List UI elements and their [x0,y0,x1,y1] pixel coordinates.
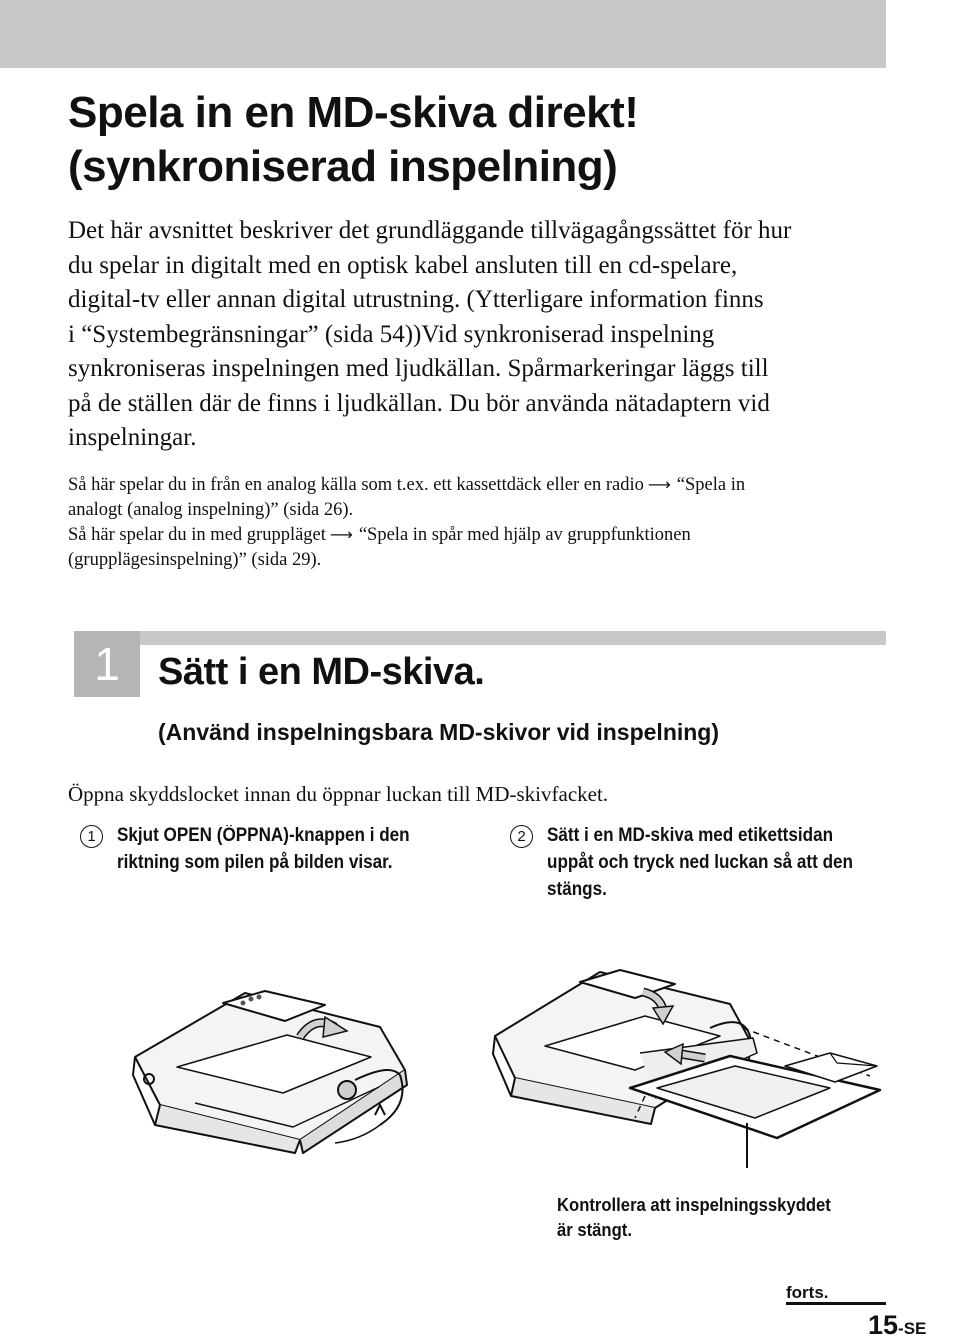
page-number-value: 15 [868,1310,899,1340]
caption-line: är stängt. [557,1219,632,1240]
substep-2-text [547,822,853,903]
circled-number-2: 2 [510,825,533,848]
note-line: (grupplägesinspelning)” (sida 29). [68,550,322,570]
page-title-line-1: Spela in en MD-skiva direkt! [68,88,639,137]
intro-line: Det här avsnittet beskriver det grundläggande tillvägagångssättet för hur [68,217,792,244]
caption-line: Kontrollera att inspelningsskyddet [557,1194,831,1215]
substep-1 [80,822,442,876]
substep-line: uppåt och tryck ned luckan så att den [547,852,853,873]
page-number-suffix: -SE [898,1319,927,1338]
note-text: Så här spelar du in med gruppläget [68,525,326,545]
page-number [868,1310,926,1344]
note-line: analogt (analog inspelning)” (sida 26). [68,500,354,520]
continued-label: forts. [786,1283,829,1302]
substep-line: stängs. [547,879,607,900]
intro-line: inspelningar. [68,424,197,451]
step-pre-text: Öppna skyddslocket innan du öppnar luckan till MD-skivfacket. [68,782,609,806]
arrow-right-icon: ⟶ [647,475,671,494]
intro-line: digital-tv eller annan digital utrustning. (Ytterligare information finns [68,286,764,313]
note-text: Så här spelar du in från en analog källa som t.ex. ett kassettdäck eller en radio [68,475,644,495]
substep-line: riktning som pilen på bilden visar. [117,852,393,873]
top-header-band [0,0,886,68]
note-group-recording [68,522,898,573]
step-title: Sätt i en MD-skiva. [158,651,485,693]
step-subtitle: (Använd inspelningsbara MD-skivor vid inspelning) [158,719,720,745]
substep-line: Sätt i en MD-skiva med etikettsidan [547,825,834,846]
continued-rule [786,1302,886,1305]
substep-2 [510,822,887,903]
illustration-open-lid [125,975,420,1155]
note-analog-recording [68,472,898,523]
intro-line: synkroniseras inspelningen med ljudkällan. Spårmarkeringar läggs till [68,355,769,382]
step-header-rule [74,631,886,645]
note-link-text: “Spela in spår med hjälp av gruppfunktionen [358,525,691,545]
arrow-right-icon: ⟶ [329,525,353,544]
substep-line: Skjut OPEN (ÖPPNA)-knappen i den [117,825,410,846]
write-protect-caption [557,1192,863,1242]
page-title-line-2: (synkroniserad inspelning) [68,142,618,191]
step-number-badge: 1 [74,631,140,697]
note-link-text: “Spela in [676,475,746,495]
note-line [68,522,898,548]
page-title [68,86,638,194]
intro-line: på de ställen där de finns i ljudkällan. Du bör använda nätadaptern vid [68,389,770,417]
intro-line: i “Systembegränsningar” (sida 54))Vid synkroniserad inspelning [68,320,715,348]
intro-paragraph [68,214,898,456]
circled-number-1: 1 [80,825,103,848]
intro-line: du spelar in digitalt med en optisk kabel ansluten till en cd-spelare, [68,251,738,279]
substep-1-text [117,822,410,876]
illustration-insert-disc [485,958,885,1168]
note-line [68,472,898,498]
